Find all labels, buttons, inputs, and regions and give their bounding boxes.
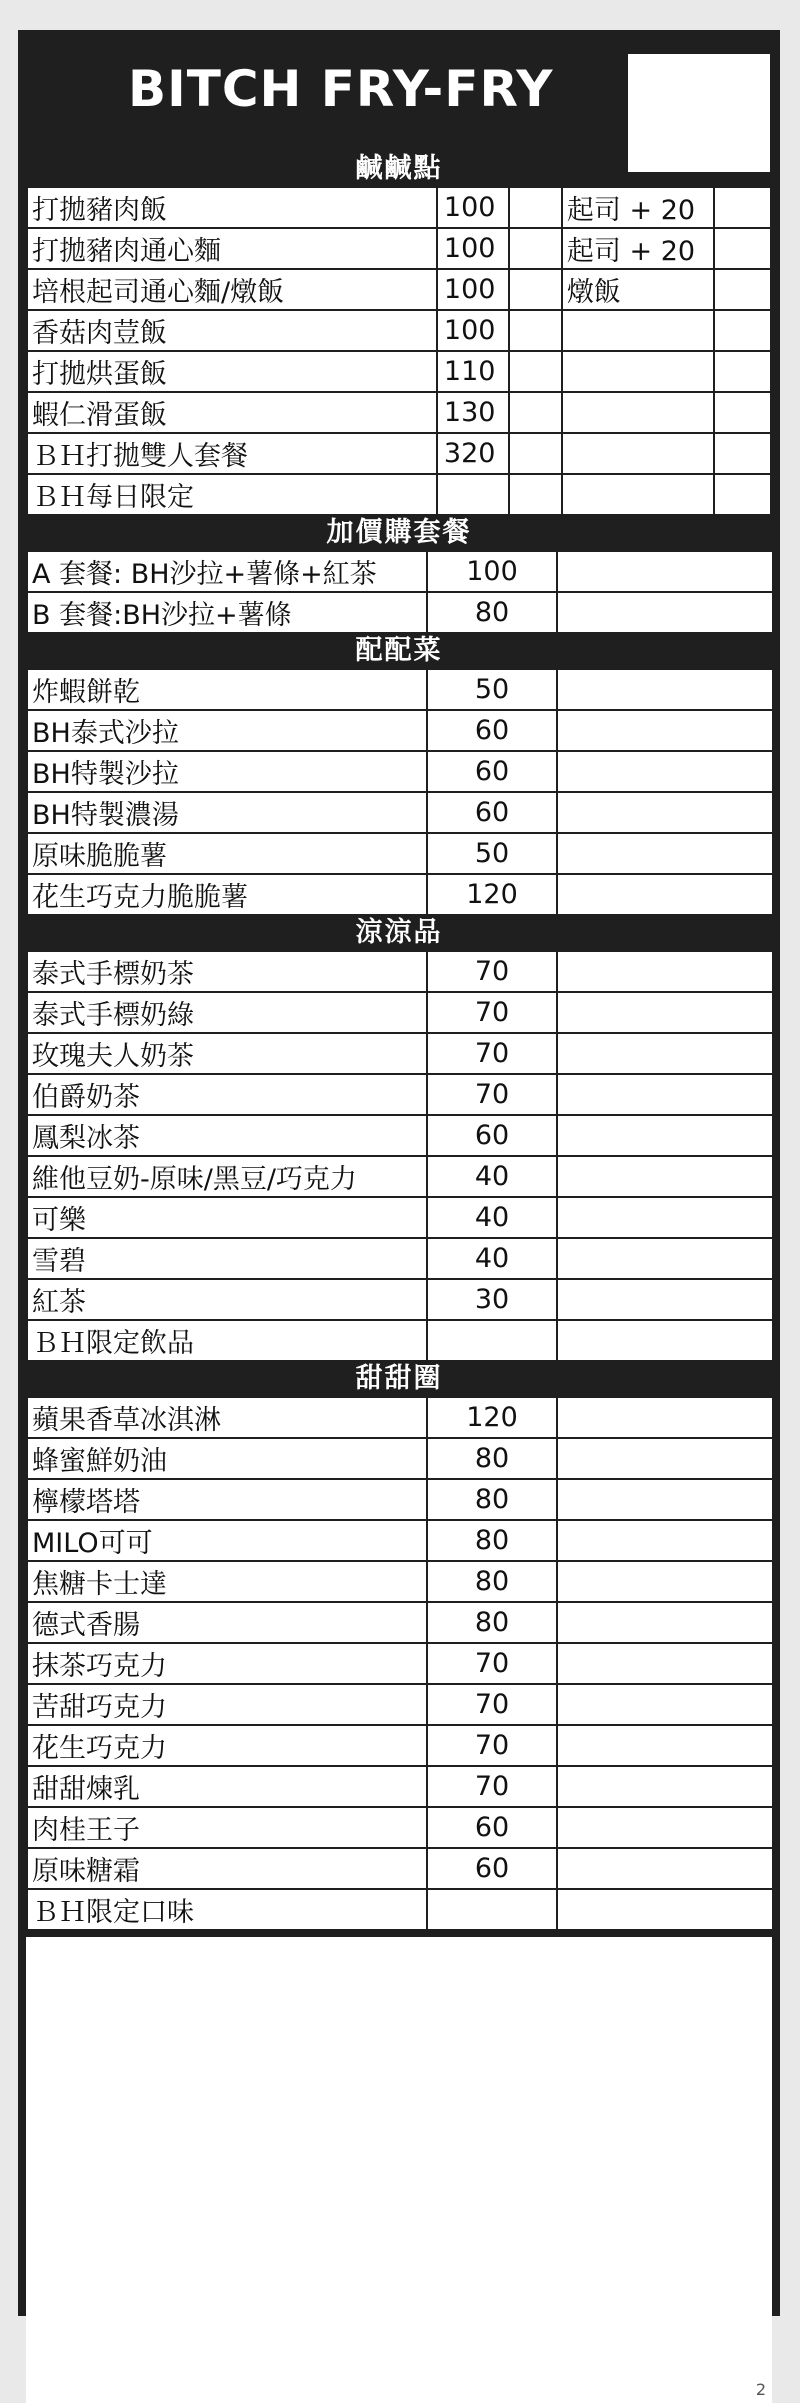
- blank-cell: [509, 269, 562, 310]
- item-name: 香菇肉荳飯: [27, 310, 437, 351]
- item-price: 60: [427, 1115, 557, 1156]
- item-name: 可樂: [27, 1197, 427, 1238]
- blank-cell: [557, 874, 773, 915]
- menu-table: [26, 950, 774, 1362]
- blank-notes-area: [26, 1937, 772, 2403]
- blank-cell: [557, 833, 773, 874]
- menu-row: [27, 1197, 773, 1238]
- menu-row: [27, 392, 771, 433]
- item-name: 鳳梨冰茶: [27, 1115, 427, 1156]
- item-name: 德式香腸: [27, 1602, 427, 1643]
- menu-row: [27, 551, 773, 592]
- section-title: 涼涼品: [355, 917, 443, 948]
- menu-row: [27, 1074, 773, 1115]
- blank-cell: [557, 1725, 773, 1766]
- blank-cell: [557, 1766, 773, 1807]
- menu-row: [27, 874, 773, 915]
- item-price: 70: [427, 1725, 557, 1766]
- item-price: 120: [427, 1397, 557, 1438]
- menu-row: [27, 1033, 773, 1074]
- item-note: [562, 310, 714, 351]
- menu-row: [27, 592, 773, 633]
- menu-row: [27, 1520, 773, 1561]
- item-name: 維他豆奶-原味/黑豆/巧克力: [27, 1156, 427, 1197]
- menu-row: [27, 269, 771, 310]
- menu-row: [27, 1684, 773, 1725]
- blank-cell: [509, 228, 562, 269]
- item-name: 肉桂王子: [27, 1807, 427, 1848]
- item-price: 320: [437, 433, 509, 474]
- menu-row: [27, 474, 771, 515]
- blank-cell: [509, 187, 562, 228]
- item-name: 泰式手標奶茶: [27, 951, 427, 992]
- blank-cell: [509, 474, 562, 515]
- blank-cell: [714, 351, 771, 392]
- menu-table: [26, 186, 772, 516]
- item-price: 100: [437, 187, 509, 228]
- logo-placeholder: [628, 54, 770, 172]
- menu-sections: [26, 152, 772, 1931]
- menu-row: [27, 351, 771, 392]
- brand-title: BITCH FRY-FRY: [128, 60, 554, 118]
- item-price: 70: [427, 1074, 557, 1115]
- menu-row: [27, 1438, 773, 1479]
- blank-cell: [557, 1033, 773, 1074]
- item-price: 70: [427, 1684, 557, 1725]
- blank-cell: [557, 1156, 773, 1197]
- page-number: 2: [755, 2380, 766, 2399]
- menu-row: [27, 1848, 773, 1889]
- menu-row: [27, 1320, 773, 1361]
- item-name: 苦甜巧克力: [27, 1684, 427, 1725]
- blank-cell: [557, 1848, 773, 1889]
- item-price: 60: [427, 751, 557, 792]
- blank-cell: [509, 351, 562, 392]
- section-title: 鹹鹹點: [355, 153, 443, 184]
- item-price: 60: [427, 792, 557, 833]
- menu-row: [27, 951, 773, 992]
- menu-row: [27, 1889, 773, 1930]
- item-name: BH特製沙拉: [27, 751, 427, 792]
- menu-row: [27, 1766, 773, 1807]
- item-price: 100: [437, 310, 509, 351]
- item-name: ＢＨ打拋雙人套餐: [27, 433, 437, 474]
- menu-row: [27, 1561, 773, 1602]
- blank-cell: [557, 992, 773, 1033]
- item-name: BH特製濃湯: [27, 792, 427, 833]
- item-note: 燉飯: [562, 269, 714, 310]
- item-name: 玫瑰夫人奶茶: [27, 1033, 427, 1074]
- blank-cell: [557, 1643, 773, 1684]
- section-title: 配配菜: [355, 635, 443, 666]
- item-name: ＢＨ每日限定: [27, 474, 437, 515]
- blank-cell: [714, 310, 771, 351]
- blank-cell: [557, 1561, 773, 1602]
- blank-cell: [557, 1520, 773, 1561]
- blank-cell: [557, 1479, 773, 1520]
- item-price: 100: [437, 269, 509, 310]
- blank-cell: [557, 551, 773, 592]
- item-name: 伯爵奶茶: [27, 1074, 427, 1115]
- item-name: 花生巧克力脆脆薯: [27, 874, 427, 915]
- blank-cell: [557, 1889, 773, 1930]
- blank-cell: [557, 710, 773, 751]
- menu-table: [26, 668, 774, 916]
- item-price: 80: [427, 1479, 557, 1520]
- item-price: 30: [427, 1279, 557, 1320]
- menu-row: [27, 1725, 773, 1766]
- menu-row: [27, 1643, 773, 1684]
- item-price: 110: [437, 351, 509, 392]
- item-price: 100: [437, 228, 509, 269]
- item-name: 打拋烘蛋飯: [27, 351, 437, 392]
- item-note: 起司 + 20: [562, 228, 714, 269]
- item-price: [427, 1889, 557, 1930]
- item-price: 80: [427, 1438, 557, 1479]
- item-price: 130: [437, 392, 509, 433]
- menu-row: [27, 1807, 773, 1848]
- item-name: 蜂蜜鮮奶油: [27, 1438, 427, 1479]
- blank-cell: [557, 1115, 773, 1156]
- item-name: 甜甜煉乳: [27, 1766, 427, 1807]
- item-name: MILO可可: [27, 1520, 427, 1561]
- menu-sheet: [18, 30, 780, 2399]
- menu-row: [27, 228, 771, 269]
- blank-cell: [557, 1438, 773, 1479]
- item-name: 打拋豬肉飯: [27, 187, 437, 228]
- blank-cell: [557, 1320, 773, 1361]
- blank-cell: [509, 433, 562, 474]
- blank-cell: [557, 792, 773, 833]
- item-name: 原味糖霜: [27, 1848, 427, 1889]
- menu-row: [27, 792, 773, 833]
- blank-cell: [714, 269, 771, 310]
- item-price: 80: [427, 1520, 557, 1561]
- item-note: [562, 474, 714, 515]
- section-title: 加價購套餐: [326, 517, 472, 548]
- menu-row: [27, 1156, 773, 1197]
- blank-cell: [557, 1602, 773, 1643]
- item-price: 60: [427, 1848, 557, 1889]
- item-name: BH泰式沙拉: [27, 710, 427, 751]
- blank-cell: [557, 669, 773, 710]
- menu-row: [27, 1115, 773, 1156]
- item-name: 花生巧克力: [27, 1725, 427, 1766]
- item-note: [562, 392, 714, 433]
- blank-cell: [714, 392, 771, 433]
- item-price: 60: [427, 1807, 557, 1848]
- menu-row: [27, 992, 773, 1033]
- menu-row: [27, 1479, 773, 1520]
- item-name: ＢＨ限定口味: [27, 1889, 427, 1930]
- menu-row: [27, 1602, 773, 1643]
- menu-row: [27, 187, 771, 228]
- menu-row: [27, 751, 773, 792]
- menu-table: [26, 1396, 774, 1931]
- menu-row: [27, 433, 771, 474]
- item-price: 60: [427, 710, 557, 751]
- item-price: 70: [427, 992, 557, 1033]
- section-title: 甜甜圈: [355, 1363, 443, 1394]
- menu-row: [27, 669, 773, 710]
- blank-cell: [557, 1197, 773, 1238]
- item-price: [437, 474, 509, 515]
- item-name: 檸檬塔塔: [27, 1479, 427, 1520]
- item-price: 70: [427, 1766, 557, 1807]
- item-name: 泰式手標奶綠: [27, 992, 427, 1033]
- item-name: 蝦仁滑蛋飯: [27, 392, 437, 433]
- menu-row: [27, 1279, 773, 1320]
- item-name: ＢＨ限定飲品: [27, 1320, 427, 1361]
- item-price: 50: [427, 833, 557, 874]
- blank-cell: [509, 310, 562, 351]
- item-price: 70: [427, 951, 557, 992]
- blank-cell: [557, 751, 773, 792]
- blank-cell: [557, 1238, 773, 1279]
- blank-cell: [557, 1807, 773, 1848]
- blank-cell: [714, 228, 771, 269]
- item-price: 120: [427, 874, 557, 915]
- blank-cell: [557, 951, 773, 992]
- item-price: 40: [427, 1238, 557, 1279]
- item-name: A 套餐: BH沙拉+薯條+紅茶: [27, 551, 427, 592]
- menu-row: [27, 710, 773, 751]
- item-note: [562, 351, 714, 392]
- item-price: 70: [427, 1643, 557, 1684]
- blank-cell: [509, 392, 562, 433]
- item-price: [427, 1320, 557, 1361]
- blank-cell: [557, 1074, 773, 1115]
- blank-cell: [557, 1397, 773, 1438]
- item-name: 雪碧: [27, 1238, 427, 1279]
- item-name: 蘋果香草冰淇淋: [27, 1397, 427, 1438]
- blank-cell: [557, 1279, 773, 1320]
- item-name: 抹茶巧克力: [27, 1643, 427, 1684]
- menu-header: [26, 30, 772, 152]
- item-name: 焦糖卡士達: [27, 1561, 427, 1602]
- blank-cell: [714, 474, 771, 515]
- item-name: 打拋豬肉通心麵: [27, 228, 437, 269]
- item-note: 起司 + 20: [562, 187, 714, 228]
- menu-row: [27, 1397, 773, 1438]
- item-price: 40: [427, 1156, 557, 1197]
- item-price: 70: [427, 1033, 557, 1074]
- item-price: 80: [427, 1602, 557, 1643]
- menu-row: [27, 833, 773, 874]
- item-name: 培根起司通心麵/燉飯: [27, 269, 437, 310]
- menu-row: [27, 310, 771, 351]
- item-price: 80: [427, 592, 557, 633]
- item-note: [562, 433, 714, 474]
- item-price: 50: [427, 669, 557, 710]
- item-price: 80: [427, 1561, 557, 1602]
- item-name: 原味脆脆薯: [27, 833, 427, 874]
- item-name: 紅茶: [27, 1279, 427, 1320]
- blank-cell: [714, 433, 771, 474]
- item-price: 100: [427, 551, 557, 592]
- blank-cell: [714, 187, 771, 228]
- blank-cell: [557, 592, 773, 633]
- item-name: 炸蝦餅乾: [27, 669, 427, 710]
- blank-cell: [557, 1684, 773, 1725]
- menu-row: [27, 1238, 773, 1279]
- item-name: B 套餐:BH沙拉+薯條: [27, 592, 427, 633]
- menu-table: [26, 550, 774, 634]
- item-price: 40: [427, 1197, 557, 1238]
